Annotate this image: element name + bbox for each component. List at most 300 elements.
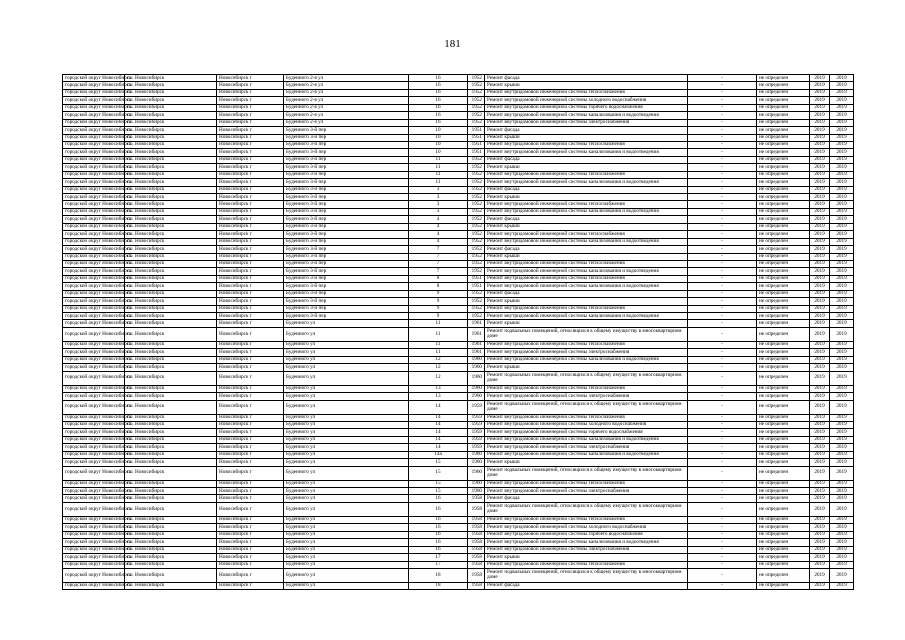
house-number-cell: 3 bbox=[409, 186, 468, 193]
street-cell: Буденного ул bbox=[284, 524, 409, 531]
city-cell: Новосибирск г bbox=[217, 554, 284, 561]
city-cell: Новосибирск г bbox=[217, 97, 284, 104]
year-end-cell: 2019 bbox=[830, 414, 854, 421]
year-end-cell: 2019 bbox=[830, 179, 854, 186]
district-cell: городской округ Новосибирск bbox=[63, 341, 125, 348]
city-cell: Новосибирск г bbox=[217, 134, 284, 141]
year-start-cell: 2019 bbox=[810, 149, 830, 156]
year-start-cell: 2019 bbox=[810, 127, 830, 134]
year-end-cell: 2019 bbox=[830, 554, 854, 561]
status-cell: не определен bbox=[757, 459, 810, 466]
district-cell: городской округ Новосибирск bbox=[63, 480, 125, 487]
year-start-cell: 2019 bbox=[810, 488, 830, 495]
work-type-cell: Ремонт внутридомовой инженерной системы электроснабжения bbox=[485, 119, 688, 126]
work-type-cell: Ремонт подвальных помещений, относящихся к общему имуществу в многоквартирном доме bbox=[485, 502, 688, 516]
city-okrug-cell: г.о. Новосибирск bbox=[125, 201, 217, 208]
city-cell: Новосибирск г bbox=[217, 451, 284, 458]
city-okrug-cell: г.о. Новосибирск bbox=[125, 539, 217, 546]
street-cell: Буденного ул bbox=[284, 502, 409, 516]
dash-cell: - bbox=[688, 104, 757, 111]
work-type-cell: Ремонт внутридомовой инженерной системы канализования и водоотведения bbox=[485, 149, 688, 156]
city-okrug-cell: г.о. Новосибирск bbox=[125, 134, 217, 141]
status-cell: не определен bbox=[757, 393, 810, 400]
dash-cell: - bbox=[688, 459, 757, 466]
table-row bbox=[63, 97, 854, 104]
work-type-cell: Ремонт внутридомовой инженерной системы электроснабжения bbox=[485, 444, 688, 451]
build-year-cell: 1959 bbox=[468, 444, 485, 451]
year-start-cell: 2019 bbox=[810, 495, 830, 502]
build-year-cell: 1952 bbox=[468, 268, 485, 275]
table-row bbox=[63, 495, 854, 502]
street-cell: Буденного 3-й пер bbox=[284, 298, 409, 305]
city-cell: Новосибирск г bbox=[217, 414, 284, 421]
table-body bbox=[63, 75, 854, 590]
work-type-cell: Ремонт крыши bbox=[485, 82, 688, 89]
status-cell: не определен bbox=[757, 298, 810, 305]
work-type-cell: Ремонт крыши bbox=[485, 364, 688, 371]
build-year-cell: 1958 bbox=[468, 539, 485, 546]
house-number-cell: 15 bbox=[409, 488, 468, 495]
page-number: 181 bbox=[444, 38, 461, 50]
status-cell: не определен bbox=[757, 400, 810, 414]
year-end-cell: 2019 bbox=[830, 231, 854, 238]
house-number-cell: 10 bbox=[409, 127, 468, 134]
year-start-cell: 2019 bbox=[810, 546, 830, 553]
city-cell: Новосибирск г bbox=[217, 104, 284, 111]
city-okrug-cell: г.о. Новосибирск bbox=[125, 283, 217, 290]
year-start-cell: 2019 bbox=[810, 364, 830, 371]
street-cell: Буденного 2-я ул bbox=[284, 75, 409, 82]
district-cell: городской округ Новосибирск bbox=[63, 275, 125, 282]
table-row bbox=[63, 400, 854, 414]
build-year-cell: 1952 bbox=[468, 194, 485, 201]
city-okrug-cell: г.о. Новосибирск bbox=[125, 127, 217, 134]
district-cell: городской округ Новосибирск bbox=[63, 290, 125, 297]
table-row bbox=[63, 75, 854, 82]
district-cell: городской округ Новосибирск bbox=[63, 444, 125, 451]
year-end-cell: 2019 bbox=[830, 82, 854, 89]
year-start-cell: 2019 bbox=[810, 466, 830, 480]
city-okrug-cell: г.о. Новосибирск bbox=[125, 371, 217, 385]
city-okrug-cell: г.о. Новосибирск bbox=[125, 531, 217, 538]
house-number-cell: 15 bbox=[409, 466, 468, 480]
city-okrug-cell: г.о. Новосибирск bbox=[125, 97, 217, 104]
house-number-cell: 16 bbox=[409, 112, 468, 119]
year-start-cell: 2019 bbox=[810, 568, 830, 582]
city-okrug-cell: г.о. Новосибирск bbox=[125, 488, 217, 495]
street-cell: Буденного ул bbox=[284, 459, 409, 466]
district-cell: городской округ Новосибирск bbox=[63, 568, 125, 582]
street-cell: Буденного 3-й пер bbox=[284, 134, 409, 141]
house-number-cell: 16 bbox=[409, 75, 468, 82]
year-start-cell: 2019 bbox=[810, 385, 830, 392]
work-type-cell: Ремонт внутридомовой инженерной системы канализования и водоотведения bbox=[485, 283, 688, 290]
district-cell: городской округ Новосибирск bbox=[63, 582, 125, 589]
work-type-cell: Ремонт внутридомовой инженерной системы канализования и водоотведения bbox=[485, 436, 688, 443]
dash-cell: - bbox=[688, 223, 757, 230]
year-start-cell: 2019 bbox=[810, 414, 830, 421]
dash-cell: - bbox=[688, 290, 757, 297]
dash-cell: - bbox=[688, 539, 757, 546]
dash-cell: - bbox=[688, 466, 757, 480]
year-end-cell: 2019 bbox=[830, 156, 854, 163]
district-cell: городской округ Новосибирск bbox=[63, 127, 125, 134]
work-type-cell: Ремонт крыши bbox=[485, 164, 688, 171]
street-cell: Буденного ул bbox=[284, 516, 409, 523]
street-cell: Буденного 3-й пер bbox=[284, 141, 409, 148]
city-cell: Новосибирск г bbox=[217, 275, 284, 282]
work-type-cell: Ремонт внутридомовой инженерной системы теплоснабжения bbox=[485, 561, 688, 568]
work-type-cell: Ремонт фасада bbox=[485, 246, 688, 253]
district-cell: городской округ Новосибирск bbox=[63, 75, 125, 82]
street-cell: Буденного ул bbox=[284, 546, 409, 553]
status-cell: не определен bbox=[757, 283, 810, 290]
work-type-cell: Ремонт внутридомовой инженерной системы электроснабжения bbox=[485, 546, 688, 553]
year-start-cell: 2019 bbox=[810, 82, 830, 89]
year-end-cell: 2019 bbox=[830, 134, 854, 141]
build-year-cell: 1952 bbox=[468, 119, 485, 126]
house-number-cell: 16 bbox=[409, 82, 468, 89]
status-cell: не определен bbox=[757, 364, 810, 371]
work-type-cell: Ремонт крыши bbox=[485, 459, 688, 466]
dash-cell: - bbox=[688, 561, 757, 568]
street-cell: Буденного 3-й пер bbox=[284, 231, 409, 238]
build-year-cell: 1952 bbox=[468, 253, 485, 260]
city-cell: Новосибирск г bbox=[217, 429, 284, 436]
city-okrug-cell: г.о. Новосибирск bbox=[125, 495, 217, 502]
district-cell: городской округ Новосибирск bbox=[63, 466, 125, 480]
district-cell: городской округ Новосибирск bbox=[63, 134, 125, 141]
table-row bbox=[63, 524, 854, 531]
build-year-cell: 1952 bbox=[468, 223, 485, 230]
build-year-cell: 1951 bbox=[468, 127, 485, 134]
status-cell: не определен bbox=[757, 341, 810, 348]
district-cell: городской округ Новосибирск bbox=[63, 356, 125, 363]
street-cell: Буденного 3-й пер bbox=[284, 216, 409, 223]
year-end-cell: 2019 bbox=[830, 171, 854, 178]
dash-cell: - bbox=[688, 149, 757, 156]
street-cell: Буденного 2-я ул bbox=[284, 97, 409, 104]
year-end-cell: 2019 bbox=[830, 524, 854, 531]
status-cell: не определен bbox=[757, 246, 810, 253]
work-type-cell: Ремонт крыши bbox=[485, 223, 688, 230]
district-cell: городской округ Новосибирск bbox=[63, 283, 125, 290]
house-number-cell: 9 bbox=[409, 298, 468, 305]
table-row bbox=[63, 201, 854, 208]
year-end-cell: 2019 bbox=[830, 275, 854, 282]
street-cell: Буденного ул bbox=[284, 568, 409, 582]
work-type-cell: Ремонт внутридомовой инженерной системы холодного водоснабжения bbox=[485, 97, 688, 104]
year-start-cell: 2019 bbox=[810, 164, 830, 171]
build-year-cell: 1958 bbox=[468, 561, 485, 568]
year-end-cell: 2019 bbox=[830, 371, 854, 385]
city-okrug-cell: г.о. Новосибирск bbox=[125, 349, 217, 356]
street-cell: Буденного 3-й пер bbox=[284, 149, 409, 156]
status-cell: не определен bbox=[757, 119, 810, 126]
street-cell: Буденного 2-я ул bbox=[284, 89, 409, 96]
status-cell: не определен bbox=[757, 495, 810, 502]
district-cell: городской округ Новосибирск bbox=[63, 371, 125, 385]
year-end-cell: 2019 bbox=[830, 480, 854, 487]
city-cell: Новосибирск г bbox=[217, 459, 284, 466]
house-number-cell: 7 bbox=[409, 246, 468, 253]
city-okrug-cell: г.о. Новосибирск bbox=[125, 466, 217, 480]
table-row bbox=[63, 208, 854, 215]
status-cell: не определен bbox=[757, 466, 810, 480]
house-number-cell: 3 bbox=[409, 201, 468, 208]
year-end-cell: 2019 bbox=[830, 459, 854, 466]
build-year-cell: 1958 bbox=[468, 502, 485, 516]
year-end-cell: 2019 bbox=[830, 194, 854, 201]
build-year-cell: 1952 bbox=[468, 313, 485, 320]
city-cell: Новосибирск г bbox=[217, 268, 284, 275]
year-end-cell: 2019 bbox=[830, 149, 854, 156]
district-cell: городской округ Новосибирск bbox=[63, 298, 125, 305]
build-year-cell: 1960 bbox=[468, 371, 485, 385]
dash-cell: - bbox=[688, 436, 757, 443]
street-cell: Буденного ул bbox=[284, 421, 409, 428]
dash-cell: - bbox=[688, 356, 757, 363]
city-okrug-cell: г.о. Новосибирск bbox=[125, 156, 217, 163]
status-cell: не определен bbox=[757, 305, 810, 312]
city-cell: Новосибирск г bbox=[217, 82, 284, 89]
build-year-cell: 1951 bbox=[468, 134, 485, 141]
build-year-cell: 1951 bbox=[468, 141, 485, 148]
year-start-cell: 2019 bbox=[810, 400, 830, 414]
dash-cell: - bbox=[688, 385, 757, 392]
city-okrug-cell: г.о. Новосибирск bbox=[125, 385, 217, 392]
dash-cell: - bbox=[688, 134, 757, 141]
build-year-cell: 1951 bbox=[468, 275, 485, 282]
table-row bbox=[63, 290, 854, 297]
status-cell: не определен bbox=[757, 186, 810, 193]
year-start-cell: 2019 bbox=[810, 104, 830, 111]
build-year-cell: 1952 bbox=[468, 171, 485, 178]
year-end-cell: 2019 bbox=[830, 186, 854, 193]
year-start-cell: 2019 bbox=[810, 268, 830, 275]
year-start-cell: 2019 bbox=[810, 516, 830, 523]
city-okrug-cell: г.о. Новосибирск bbox=[125, 356, 217, 363]
district-cell: городской округ Новосибирск bbox=[63, 502, 125, 516]
city-cell: Новосибирск г bbox=[217, 223, 284, 230]
year-start-cell: 2019 bbox=[810, 327, 830, 341]
house-number-cell: 11 bbox=[409, 341, 468, 348]
street-cell: Буденного 3-й пер bbox=[284, 208, 409, 215]
build-year-cell: 1961 bbox=[468, 349, 485, 356]
district-cell: городской округ Новосибирск bbox=[63, 238, 125, 245]
year-end-cell: 2019 bbox=[830, 546, 854, 553]
city-cell: Новосибирск г bbox=[217, 171, 284, 178]
work-type-cell: Ремонт фасада bbox=[485, 290, 688, 297]
house-number-cell: 14 bbox=[409, 400, 468, 414]
dash-cell: - bbox=[688, 371, 757, 385]
work-type-cell: Ремонт внутридомовой инженерной системы канализования и водоотведения bbox=[485, 451, 688, 458]
house-number-cell: 11 bbox=[409, 327, 468, 341]
dash-cell: - bbox=[688, 156, 757, 163]
year-start-cell: 2019 bbox=[810, 223, 830, 230]
work-type-cell: Ремонт внутридомовой инженерной системы теплоснабжения bbox=[485, 341, 688, 348]
work-type-cell: Ремонт внутридомовой инженерной системы теплоснабжения bbox=[485, 141, 688, 148]
year-end-cell: 2019 bbox=[830, 568, 854, 582]
dash-cell: - bbox=[688, 400, 757, 414]
work-type-cell: Ремонт внутридомовой инженерной системы теплоснабжения bbox=[485, 516, 688, 523]
city-cell: Новосибирск г bbox=[217, 495, 284, 502]
city-cell: Новосибирск г bbox=[217, 253, 284, 260]
build-year-cell: 1959 bbox=[468, 429, 485, 436]
table-row bbox=[63, 488, 854, 495]
district-cell: городской округ Новосибирск bbox=[63, 414, 125, 421]
build-year-cell: 1958 bbox=[468, 516, 485, 523]
city-cell: Новосибирск г bbox=[217, 356, 284, 363]
year-start-cell: 2019 bbox=[810, 75, 830, 82]
work-type-cell: Ремонт внутридомовой инженерной системы канализования и водоотведения bbox=[485, 179, 688, 186]
table-row bbox=[63, 298, 854, 305]
year-end-cell: 2019 bbox=[830, 283, 854, 290]
year-end-cell: 2019 bbox=[830, 268, 854, 275]
year-end-cell: 2019 bbox=[830, 429, 854, 436]
street-cell: Буденного 3-й пер bbox=[284, 313, 409, 320]
table-row bbox=[63, 171, 854, 178]
city-okrug-cell: г.о. Новосибирск bbox=[125, 327, 217, 341]
status-cell: не определен bbox=[757, 502, 810, 516]
house-number-cell: 14а bbox=[409, 451, 468, 458]
city-okrug-cell: г.о. Новосибирск bbox=[125, 429, 217, 436]
district-cell: городской округ Новосибирск bbox=[63, 216, 125, 223]
house-number-cell: 4 bbox=[409, 231, 468, 238]
build-year-cell: 1952 bbox=[468, 104, 485, 111]
build-year-cell: 1952 bbox=[468, 201, 485, 208]
year-start-cell: 2019 bbox=[810, 216, 830, 223]
district-cell: городской округ Новосибирск bbox=[63, 208, 125, 215]
dash-cell: - bbox=[688, 305, 757, 312]
dash-cell: - bbox=[688, 451, 757, 458]
district-cell: городской округ Новосибирск bbox=[63, 171, 125, 178]
city-cell: Новосибирск г bbox=[217, 480, 284, 487]
house-number-cell: 10 bbox=[409, 149, 468, 156]
city-cell: Новосибирск г bbox=[217, 341, 284, 348]
house-number-cell: 14 bbox=[409, 436, 468, 443]
district-cell: городской округ Новосибирск bbox=[63, 546, 125, 553]
dash-cell: - bbox=[688, 127, 757, 134]
city-cell: Новосибирск г bbox=[217, 436, 284, 443]
status-cell: не определен bbox=[757, 89, 810, 96]
district-cell: городской округ Новосибирск bbox=[63, 554, 125, 561]
city-cell: Новосибирск г bbox=[217, 305, 284, 312]
table-row bbox=[63, 231, 854, 238]
work-type-cell: Ремонт подвальных помещений, относящихся к общему имуществу в многоквартирном доме bbox=[485, 400, 688, 414]
city-cell: Новосибирск г bbox=[217, 313, 284, 320]
city-cell: Новосибирск г bbox=[217, 393, 284, 400]
district-cell: городской округ Новосибирск bbox=[63, 179, 125, 186]
district-cell: городской округ Новосибирск bbox=[63, 524, 125, 531]
dash-cell: - bbox=[688, 429, 757, 436]
street-cell: Буденного 2-я ул bbox=[284, 104, 409, 111]
table-row bbox=[63, 127, 854, 134]
year-end-cell: 2019 bbox=[830, 444, 854, 451]
street-cell: Буденного 3-й пер bbox=[284, 164, 409, 171]
city-cell: Новосибирск г bbox=[217, 141, 284, 148]
district-cell: городской округ Новосибирск bbox=[63, 223, 125, 230]
work-type-cell: Ремонт крыши bbox=[485, 194, 688, 201]
build-year-cell: 1960 bbox=[468, 466, 485, 480]
dash-cell: - bbox=[688, 141, 757, 148]
build-year-cell: 1960 bbox=[468, 459, 485, 466]
year-start-cell: 2019 bbox=[810, 531, 830, 538]
year-start-cell: 2019 bbox=[810, 421, 830, 428]
year-end-cell: 2019 bbox=[830, 253, 854, 260]
district-cell: городской округ Новосибирск bbox=[63, 119, 125, 126]
street-cell: Буденного ул bbox=[284, 385, 409, 392]
city-cell: Новосибирск г bbox=[217, 568, 284, 582]
city-cell: Новосибирск г bbox=[217, 561, 284, 568]
build-year-cell: 1959 bbox=[468, 421, 485, 428]
dash-cell: - bbox=[688, 216, 757, 223]
table-row bbox=[63, 186, 854, 193]
street-cell: Буденного 3-й пер bbox=[284, 238, 409, 245]
dash-cell: - bbox=[688, 194, 757, 201]
year-start-cell: 2019 bbox=[810, 313, 830, 320]
year-end-cell: 2019 bbox=[830, 502, 854, 516]
table-row bbox=[63, 268, 854, 275]
work-type-cell: Ремонт фасада bbox=[485, 156, 688, 163]
year-start-cell: 2019 bbox=[810, 186, 830, 193]
street-cell: Буденного ул bbox=[284, 320, 409, 327]
build-year-cell: 1952 bbox=[468, 112, 485, 119]
work-type-cell: Ремонт внутридомовой инженерной системы канализования и водоотведения bbox=[485, 356, 688, 363]
work-type-cell: Ремонт внутридомовой инженерной системы теплоснабжения bbox=[485, 305, 688, 312]
district-cell: городской округ Новосибирск bbox=[63, 459, 125, 466]
city-cell: Новосибирск г bbox=[217, 421, 284, 428]
city-okrug-cell: г.о. Новосибирск bbox=[125, 275, 217, 282]
house-number-cell: 16 bbox=[409, 104, 468, 111]
build-year-cell: 1961 bbox=[468, 327, 485, 341]
city-okrug-cell: г.о. Новосибирск bbox=[125, 298, 217, 305]
street-cell: Буденного 2-я ул bbox=[284, 82, 409, 89]
year-start-cell: 2019 bbox=[810, 393, 830, 400]
table-row bbox=[63, 516, 854, 523]
year-end-cell: 2019 bbox=[830, 356, 854, 363]
city-cell: Новосибирск г bbox=[217, 149, 284, 156]
district-cell: городской округ Новосибирск bbox=[63, 112, 125, 119]
dash-cell: - bbox=[688, 414, 757, 421]
work-type-cell: Ремонт внутридомовой инженерной системы канализования и водоотведения bbox=[485, 238, 688, 245]
street-cell: Буденного 3-й пер bbox=[284, 275, 409, 282]
house-number-cell: 16 bbox=[409, 531, 468, 538]
city-okrug-cell: г.о. Новосибирск bbox=[125, 112, 217, 119]
status-cell: не определен bbox=[757, 444, 810, 451]
work-type-cell: Ремонт крыши bbox=[485, 554, 688, 561]
year-end-cell: 2019 bbox=[830, 313, 854, 320]
build-year-cell: 1951 bbox=[468, 149, 485, 156]
table-row bbox=[63, 149, 854, 156]
city-okrug-cell: г.о. Новосибирск bbox=[125, 516, 217, 523]
dash-cell: - bbox=[688, 89, 757, 96]
status-cell: не определен bbox=[757, 171, 810, 178]
street-cell: Буденного ул bbox=[284, 349, 409, 356]
work-type-cell: Ремонт внутридомовой инженерной системы электроснабжения bbox=[485, 393, 688, 400]
build-year-cell: 1952 bbox=[468, 246, 485, 253]
table-row bbox=[63, 554, 854, 561]
city-okrug-cell: г.о. Новосибирск bbox=[125, 582, 217, 589]
work-type-cell: Ремонт внутридомовой инженерной системы канализования и водоотведения bbox=[485, 313, 688, 320]
build-year-cell: 1960 bbox=[468, 356, 485, 363]
city-cell: Новосибирск г bbox=[217, 327, 284, 341]
year-start-cell: 2019 bbox=[810, 305, 830, 312]
work-type-cell: Ремонт внутридомовой инженерной системы теплоснабжения bbox=[485, 260, 688, 267]
city-okrug-cell: г.о. Новосибирск bbox=[125, 149, 217, 156]
house-number-cell: 18 bbox=[409, 568, 468, 582]
dash-cell: - bbox=[688, 283, 757, 290]
